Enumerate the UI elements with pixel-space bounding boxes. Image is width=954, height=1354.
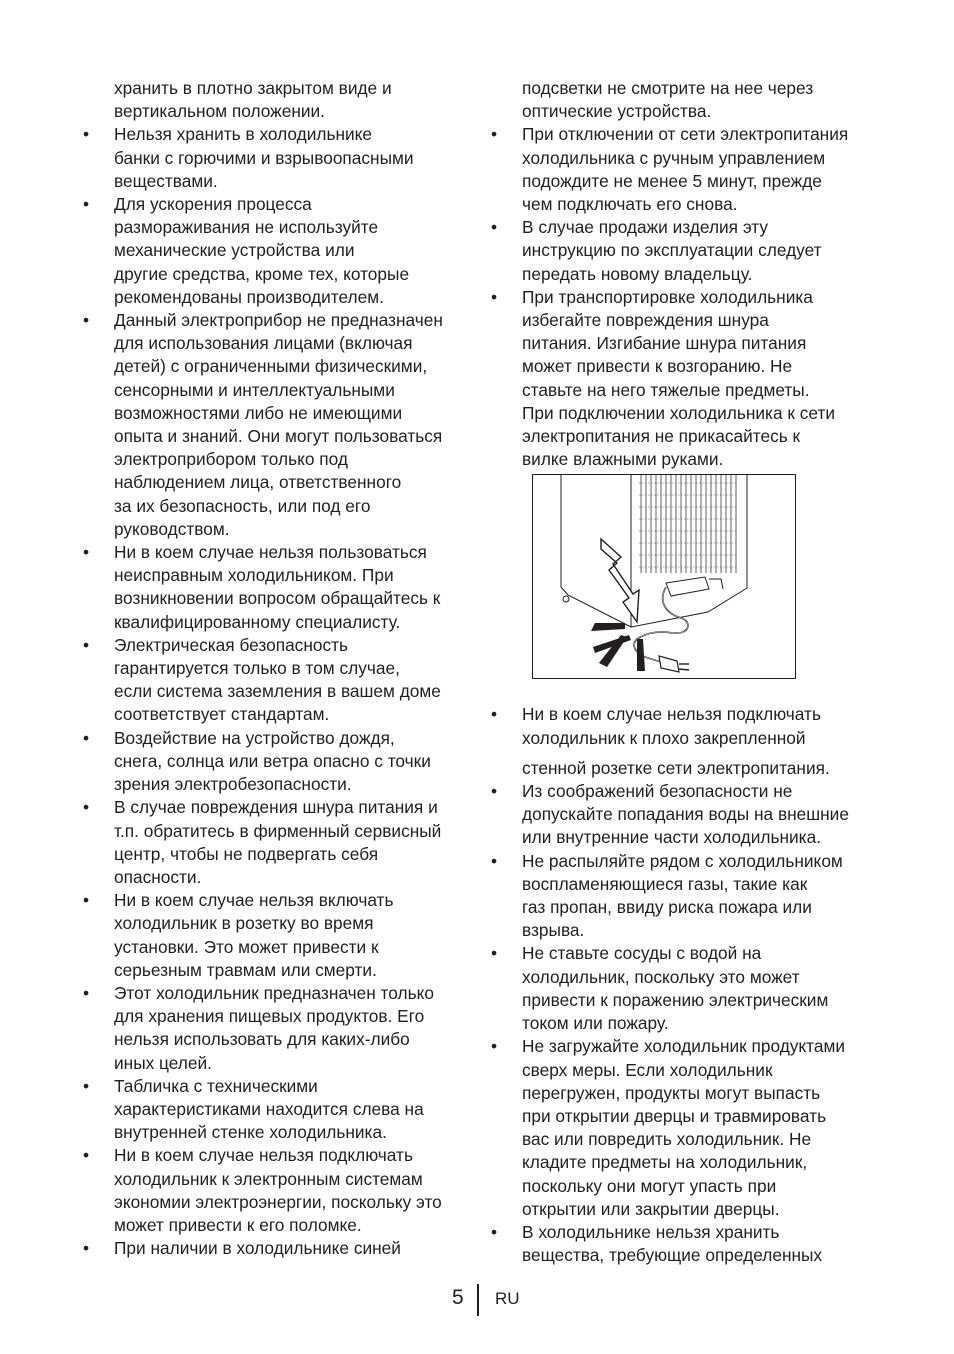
bullet-marker [80,727,92,750]
list-item-line: При отключении от сети электропитания [522,124,849,145]
list-item-line: нельзя использовать для каких-либо [114,1029,410,1050]
list-item [80,1237,468,1260]
list-item-line: серьезным травмам или смерти. [114,959,377,980]
list-item-line: неисправным холодильником. При [114,565,394,586]
bullet-marker [488,1221,500,1244]
list-item-continuation: стенной розетке сети электропитания. [522,757,830,778]
list-item-line: наблюдением лица, ответственного [114,472,402,493]
list-item-line: может привести к его поломке. [114,1214,362,1235]
list-item [80,309,468,541]
fridge-back-outline [631,475,747,627]
list-item-line: если система заземления в вашем доме [114,681,441,702]
list-item-line: для использования лицами (включая [114,333,413,354]
list-item-line: Этот холодильник предназначен только [114,982,434,1003]
list-item-line: при открытии дверцы и травмировать [522,1105,827,1126]
bullet-marker [80,1144,92,1167]
list-item-line: рекомендованы производителем. [114,286,384,307]
bullet-marker [80,796,92,819]
list-item-line: Электрическая безопасность [114,634,349,655]
condenser-wires [639,483,738,567]
list-item-line: В холодильнике нельзя хранить [522,1221,780,1242]
list-item-line: может привести к возгоранию. Не [522,356,793,377]
language-code: RU [495,1289,520,1308]
bullet-marker [80,541,92,564]
list-item-line: механические устройства или [114,240,355,261]
list-item-line: снега, солнца или ветра опасно с точки [114,750,431,771]
list-item-line: избегайте повреждения шнура [522,310,769,331]
list-item-line: холодильник к электронным системам [114,1168,423,1189]
bullet-marker [80,1237,92,1260]
list-item-line: опасности. [114,866,202,887]
bullet-marker [488,942,500,965]
list-item [80,1075,468,1145]
power-plug-icon [659,656,679,672]
list-item-line: При транспортировке холодильника [522,286,813,307]
list-item-line: допускайте попадания воды на внешние [522,804,849,825]
bullet-marker [80,123,92,146]
list-item-line: установки. Это может привести к [114,936,379,957]
bullet-marker [488,216,500,239]
list-item-line: газ пропан, ввиду риска пожара или [522,897,812,918]
list-item-line: веществами. [114,170,218,191]
list-item [80,889,468,982]
list-item-line: центр, чтобы не подвергать себя [114,843,379,864]
continuation-text: хранить в плотно закрытом виде и вертикальном положении. [114,78,392,122]
list-item-line: Не распыляйте рядом с холодильником [522,850,843,871]
list-item-line: иных целей. [114,1052,212,1073]
list-item-line: за их безопасность, или под его [114,495,371,516]
list-item [488,942,880,1035]
list-item-line: экономии электроэнергии, поскольку это [114,1191,442,1212]
bullet-marker [488,123,500,146]
list-item-line: для хранения пищевых продуктов. Его [114,1006,425,1027]
list-item-line: привести к поражению электрическим [522,989,829,1010]
list-item-line: Для ускорения процесса [114,194,312,215]
list-item-line: Данный электроприбор не предназначен [114,310,443,331]
list-item-line: гарантируется только в том случае, [114,658,400,679]
list-item [488,123,880,216]
list-item-line: холодильник, поскольку это может [522,966,800,987]
list-item-line: ставьте на него тяжелые предметы. [522,379,810,400]
list-item-line: В случае повреждения шнура питания и [114,797,438,818]
list-item-line: Ни в коем случае нельзя включать [114,890,394,911]
fridge-foot [563,596,569,602]
list-item-line: другие средства, кроме тех, которые [114,263,410,284]
page-number: 5 [452,1286,464,1309]
list-item-line: опыта и знаний. Они могут пользоваться [114,426,443,447]
right-column [488,77,880,1267]
list-item-line: характеристиками находится слева на [114,1098,424,1119]
list-item-line: сверх меры. Если холодильник [522,1059,773,1080]
list-item [80,541,468,634]
continuation-text: подсветки не смотрите на нее через оптические устройства. [522,78,814,122]
fridge-side-panel [561,475,631,627]
list-item-line: Ни в коем случае нельзя пользоваться [114,542,427,563]
bullet-marker [488,850,500,873]
list-item-line: возможностями либо не имеющими [114,402,403,423]
list-item-line: холодильника с ручным управлением [522,147,826,168]
bullet-marker [80,982,92,1005]
list-item-line: При наличии в холодильнике синей [114,1238,401,1259]
list-item [80,796,468,889]
page-footer [0,1284,954,1318]
list-item-line: инструкцию по эксплуатации следует [522,240,822,261]
list-item-line: вещества, требующие определенных [522,1245,823,1266]
bullet-marker [488,703,500,726]
impact-ray [637,639,645,671]
bullet-marker [488,780,500,803]
list-item [488,216,880,286]
list-item [488,1221,880,1267]
list-item-line: воспламеняющиеся газы, такие как [522,873,808,894]
impact-ray [591,623,625,631]
list-item [488,286,880,472]
list-item-line: взрыва. [522,920,585,941]
list-item-line: Не загружайте холодильник продуктами [522,1036,846,1057]
illustration-svg [533,475,795,678]
list-item [488,1035,880,1221]
list-item-line: При подключении холодильника к сети [522,402,836,423]
list-item-line: поскольку они могут упасть при [522,1175,777,1196]
list-item-line: Нельзя хранить в холодильнике [114,124,373,145]
bullet-marker [80,1075,92,1098]
list-item-line: Не ставьте сосуды с водой на [522,943,762,964]
list-item [80,634,468,727]
list-item-line: руководством. [114,518,230,539]
list-item-line: размораживания не используйте [114,217,379,238]
bullet-marker [488,1035,500,1058]
list-item-line: передать новому владельцу. [522,263,753,284]
bullet-marker [80,193,92,216]
list-item-line: В случае продажи изделия эту [522,217,769,238]
list-item-line: Табличка с техническими [114,1075,318,1096]
bullet-marker [80,309,92,332]
list-item-line: Из соображений безопасности не [522,781,793,802]
list-item-line: открытии или закрытии дверцы. [522,1198,780,1219]
bullet-list [488,780,880,1267]
list-item-line: или внутренние части холодильника. [522,827,822,848]
list-item: • Ни в коем случае нельзя подключать холодильник к плохо закрепленной [488,703,880,749]
list-item-line: детей) с ограниченными физическими, [114,356,428,377]
list-item-line: банки с горючими и взрывоопасными [114,147,414,168]
list-item-line: перегружен, продукты могут выпасть [522,1082,821,1103]
list-item-line: холодильник в розетку во время [114,913,374,934]
list-item-line: зрения электробезопасности. [114,774,352,795]
list-item-line: электроприбором только под [114,449,348,470]
list-item [488,850,880,943]
left-column [80,77,468,1260]
bullet-list [488,123,880,471]
list-item-line: питания. Изгибание шнура питания [522,333,807,354]
list-item-line: кладите предметы на холодильник, [522,1152,808,1173]
list-item [80,123,468,193]
condenser-coil [641,475,736,573]
bullet-marker [488,286,500,309]
list-item-line: Воздействие на устройство дождя, [114,727,395,748]
footer-divider [477,1284,479,1316]
electric-hazard-bolt-icon [601,539,639,622]
list-item-line: внутренней стенке холодильника. [114,1122,387,1143]
list-item [488,780,880,850]
bullet-list [80,123,468,1260]
list-item [80,1144,468,1237]
bullet-marker [80,634,92,657]
list-item-line: т.п. обратитесь в фирменный сервисный [114,820,442,841]
list-item-line: подождите не менее 5 минут, прежде [522,170,822,191]
list-item [80,982,468,1075]
list-item-line: вас или повредить холодильник. Не [522,1129,812,1150]
list-item-line: вилке влажными руками. [522,449,724,470]
list-item-line: током или пожару. [522,1013,669,1034]
list-item-line: соответствует стандартам. [114,704,330,725]
refrigerator-power-cord-hazard-illustration [532,474,796,679]
list-item [80,727,468,797]
list-item-line: электропитания не прикасайтесь к [522,426,801,447]
list-item-line: сенсорными и интеллектуальными [114,379,395,400]
list-item-line: квалифицированному специалисту. [114,611,401,632]
list-item-line: возникновении вопросом обращайтесь к [114,588,441,609]
compressor-box [666,577,709,596]
list-item [80,193,468,309]
list-item-line: Ни в коем случае нельзя подключать [114,1145,413,1166]
list-item-line: чем подключать его снова. [522,194,738,215]
bullet-marker [80,889,92,912]
